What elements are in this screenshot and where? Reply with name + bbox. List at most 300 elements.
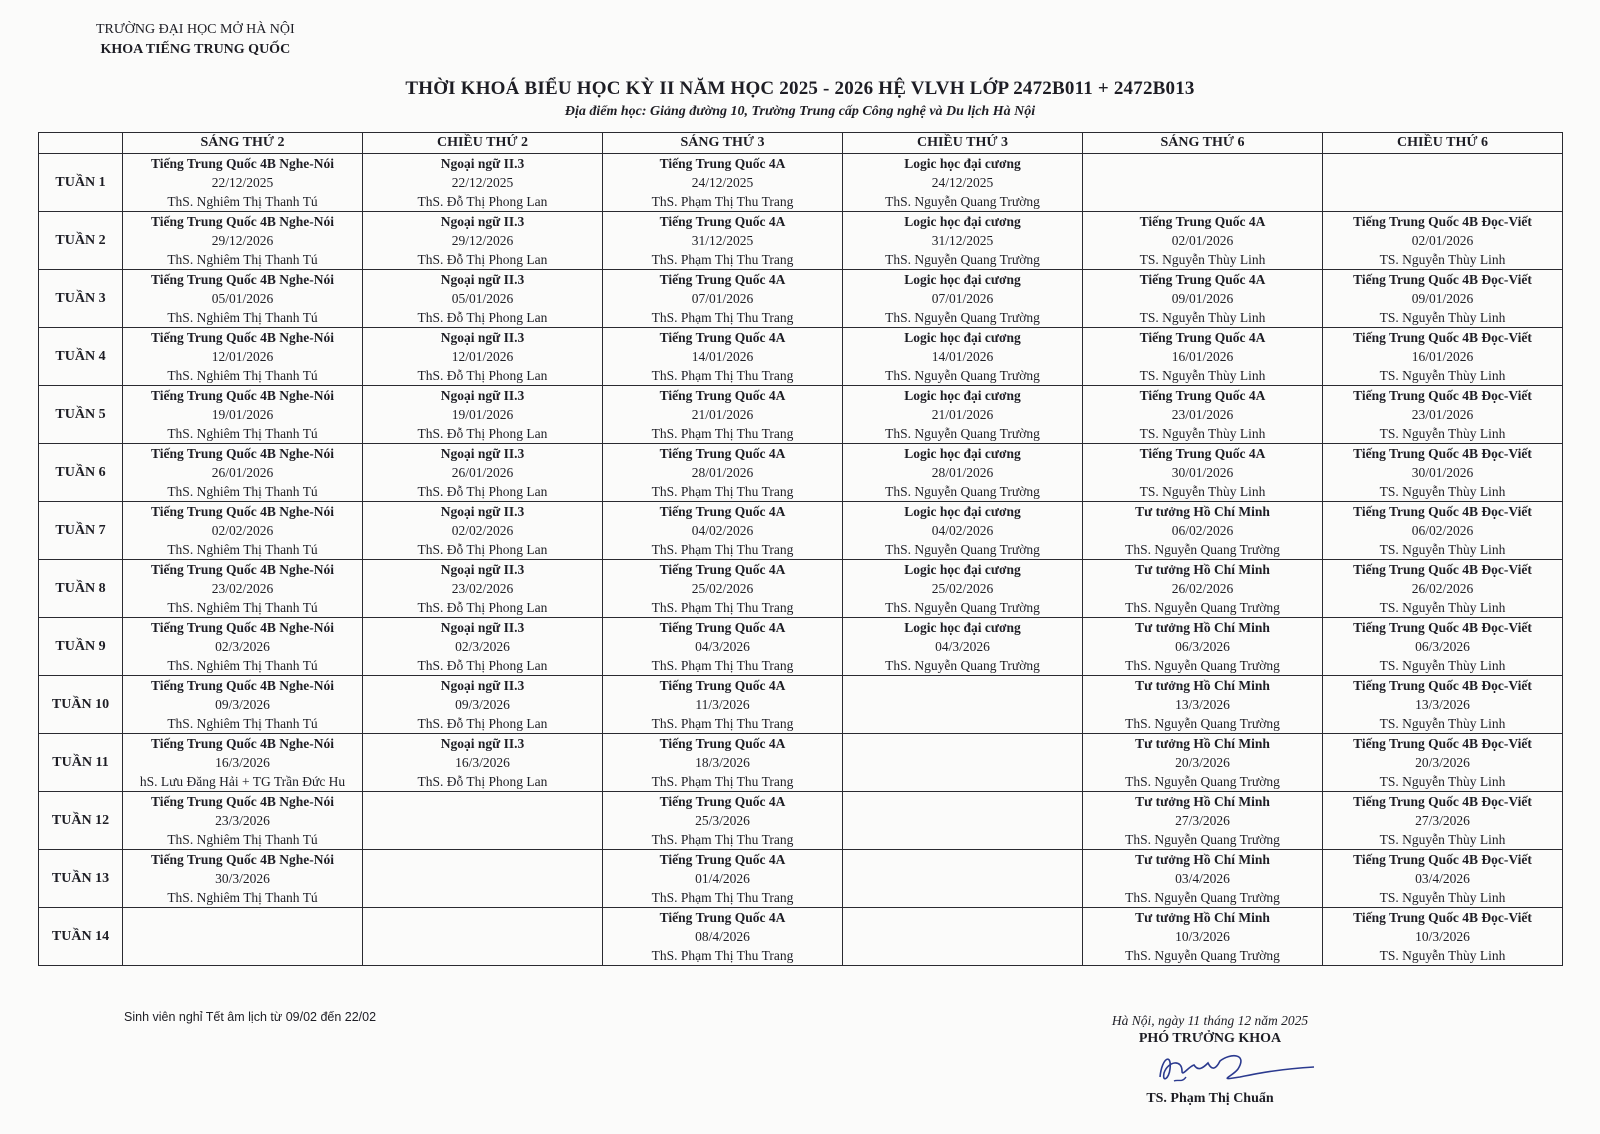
schedule-cell [1083,908,1323,966]
teacher-name: ThS. Đỗ Thị Phong Lan [417,310,548,325]
subject-name: Tiếng Trung Quốc 4B Nghe-Nói [150,272,335,287]
column-header: SÁNG THỨ 2 [123,133,363,154]
column-header: CHIỀU THỨ 3 [843,133,1083,154]
subject-name: Logic học đại cương [904,214,1021,229]
schedule-cell [603,270,843,328]
class-date: 26/01/2026 [211,465,274,480]
schedule-cell [603,850,843,908]
teacher-name: ThS. Phạm Thị Thu Trang [651,194,794,209]
teacher-name: TS. Nguyễn Thùy Linh [1139,252,1266,267]
teacher-name: ThS. Phạm Thị Thu Trang [651,252,794,267]
university-name: TRƯỜNG ĐẠI HỌC MỞ HÀ NỘI [96,22,295,37]
schedule-cell [123,734,363,792]
class-date: 09/01/2026 [1411,291,1474,306]
table-row [39,502,1563,560]
subject-name: Tiếng Trung Quốc 4B Đọc-Viết [1353,794,1532,809]
schedule-cell [1083,328,1323,386]
class-date: 04/3/2026 [695,639,750,654]
subject-name: Tiếng Trung Quốc 4A [659,272,786,287]
subject-name: Tiếng Trung Quốc 4A [659,214,786,229]
schedule-cell [1323,154,1563,212]
teacher-name: ThS. Nguyễn Quang Trường [1125,890,1280,905]
teacher-name: ThS. Nguyễn Quang Trường [1125,600,1280,615]
week-label: TUẦN 13 [39,850,123,908]
teacher-name: ThS. Phạm Thị Thu Trang [651,426,794,441]
subject-name: Logic học đại cương [904,446,1021,461]
schedule-cell [1323,792,1563,850]
subject-name: Tư tưởng Hồ Chí Minh [1135,678,1270,693]
schedule-cell [1323,328,1563,386]
class-date: 16/3/2026 [455,755,510,770]
class-date: 09/3/2026 [215,697,270,712]
schedule-cell [603,734,843,792]
table-header-row [39,133,1563,154]
schedule-cell [603,154,843,212]
class-date: 01/4/2026 [695,871,750,886]
schedule-cell [123,270,363,328]
class-date: 27/3/2026 [1415,813,1470,828]
class-date: 23/02/2026 [451,581,514,596]
subject-name: Tiếng Trung Quốc 4A [659,620,786,635]
class-date: 19/01/2026 [211,407,274,422]
class-date: 02/3/2026 [455,639,510,654]
table-row [39,734,1563,792]
class-date: 23/01/2026 [1171,407,1234,422]
subject-name: Ngoại ngữ II.3 [440,562,525,577]
teacher-name: TS. Nguyễn Thùy Linh [1379,426,1506,441]
class-date: 31/12/2025 [931,233,994,248]
subject-name: Ngoại ngữ II.3 [440,736,525,751]
class-date: 12/01/2026 [451,349,514,364]
class-date: 31/12/2025 [691,233,754,248]
subject-name: Tư tưởng Hồ Chí Minh [1135,910,1270,925]
teacher-name: ThS. Nghiêm Thị Thanh Tú [167,426,318,441]
teacher-name: TS. Nguyễn Thùy Linh [1379,368,1506,383]
subject-name: Tiếng Trung Quốc 4A [659,388,786,403]
teacher-name: ThS. Nguyễn Quang Trường [885,658,1040,673]
schedule-cell [843,386,1083,444]
schedule-cell [843,676,1083,734]
column-header: SÁNG THỨ 6 [1083,133,1323,154]
table-row [39,850,1563,908]
teacher-name: TS. Nguyễn Thùy Linh [1139,426,1266,441]
schedule-cell [843,270,1083,328]
schedule-cell [603,386,843,444]
class-date: 06/02/2026 [1171,523,1234,538]
class-date: 21/01/2026 [931,407,994,422]
teacher-name: ThS. Đỗ Thị Phong Lan [417,252,548,267]
teacher-name: TS. Nguyễn Thùy Linh [1379,890,1506,905]
table-row [39,676,1563,734]
class-date: 02/3/2026 [215,639,270,654]
schedule-cell [843,792,1083,850]
class-date: 28/01/2026 [691,465,754,480]
subject-name: Tư tưởng Hồ Chí Minh [1135,736,1270,751]
table-row [39,270,1563,328]
subject-name: Logic học đại cương [904,504,1021,519]
teacher-name: TS. Nguyễn Thùy Linh [1379,832,1506,847]
subject-name: Logic học đại cương [904,620,1021,635]
subject-name: Tiếng Trung Quốc 4B Đọc-Viết [1353,504,1532,519]
subject-name: Tiếng Trung Quốc 4B Đọc-Viết [1353,562,1532,577]
class-date: 08/4/2026 [695,929,750,944]
subject-name: Tiếng Trung Quốc 4B Nghe-Nói [150,620,335,635]
class-date: 20/3/2026 [1415,755,1470,770]
page-title: THỜI KHOÁ BIỂU HỌC KỲ II NĂM HỌC 2025 - 2026 HỆ VLVH LỚP 2472B011 + 2472B013 [405,78,1195,99]
week-label: TUẦN 4 [39,328,123,386]
teacher-name: TS. Nguyễn Thùy Linh [1379,310,1506,325]
class-date: 05/01/2026 [451,291,514,306]
teacher-name: ThS. Nguyễn Quang Trường [1125,658,1280,673]
subject-name: Tiếng Trung Quốc 4B Đọc-Viết [1353,620,1532,635]
class-date: 20/3/2026 [1175,755,1230,770]
class-date: 04/02/2026 [691,523,754,538]
schedule-cell [603,502,843,560]
class-date: 02/02/2026 [211,523,274,538]
teacher-name: ThS. Phạm Thị Thu Trang [651,716,794,731]
teacher-name: ThS. Nguyễn Quang Trường [885,310,1040,325]
schedule-cell [363,270,603,328]
week-label: TUẦN 7 [39,502,123,560]
teacher-name: ThS. Đỗ Thị Phong Lan [417,716,548,731]
teacher-name: ThS. Phạm Thị Thu Trang [651,890,794,905]
schedule-cell [123,212,363,270]
subject-name: Tiếng Trung Quốc 4B Nghe-Nói [150,156,335,171]
subject-name: Tiếng Trung Quốc 4A [659,156,786,171]
teacher-name: ThS. Nghiêm Thị Thanh Tú [167,716,318,731]
subject-name: Tiếng Trung Quốc 4B Nghe-Nói [150,794,335,809]
schedule-cell [603,444,843,502]
schedule-cell [1323,618,1563,676]
schedule-cell [363,618,603,676]
teacher-name: TS. Nguyễn Thùy Linh [1379,484,1506,499]
teacher-name: ThS. Nghiêm Thị Thanh Tú [167,310,318,325]
schedule-cell [123,792,363,850]
teacher-name: ThS. Phạm Thị Thu Trang [651,310,794,325]
schedule-cell [1083,386,1323,444]
class-date: 30/01/2026 [1411,465,1474,480]
class-date: 24/12/2025 [691,175,754,190]
schedule-cell [123,560,363,618]
subject-name: Tiếng Trung Quốc 4B Đọc-Viết [1353,272,1532,287]
teacher-name: TS. Nguyễn Thùy Linh [1379,774,1506,789]
location-subtitle: Địa điểm học: Giảng đường 10, Trường Trung cấp Công nghệ và Du lịch Hà Nội [564,104,1036,119]
class-date: 06/3/2026 [1415,639,1470,654]
table-row [39,618,1563,676]
subject-name: Tư tưởng Hồ Chí Minh [1135,794,1270,809]
schedule-cell [843,328,1083,386]
class-date: 23/02/2026 [211,581,274,596]
teacher-name: ThS. Nguyễn Quang Trường [1125,948,1280,963]
teacher-name: ThS. Nguyễn Quang Trường [1125,774,1280,789]
subject-name: Tư tưởng Hồ Chí Minh [1135,852,1270,867]
class-date: 16/3/2026 [215,755,270,770]
teacher-name: ThS. Nghiêm Thị Thanh Tú [167,484,318,499]
subject-name: Tiếng Trung Quốc 4B Đọc-Viết [1353,446,1532,461]
class-date: 02/01/2026 [1411,233,1474,248]
schedule-cell [1323,676,1563,734]
schedule-cell [1323,502,1563,560]
schedule-cell [123,328,363,386]
schedule-cell [1323,212,1563,270]
teacher-name: ThS. Phạm Thị Thu Trang [651,600,794,615]
teacher-name: ThS. Đỗ Thị Phong Lan [417,194,548,209]
week-label: TUẦN 1 [39,154,123,212]
class-date: 07/01/2026 [931,291,994,306]
schedule-cell [363,212,603,270]
teacher-name: ThS. Nguyễn Quang Trường [885,542,1040,557]
class-date: 30/3/2026 [215,871,270,886]
subject-name: Tiếng Trung Quốc 4B Đọc-Viết [1353,678,1532,693]
teacher-name: ThS. Nghiêm Thị Thanh Tú [167,600,318,615]
teacher-name: ThS. Nguyễn Quang Trường [1125,542,1280,557]
week-label: TUẦN 9 [39,618,123,676]
week-label: TUẦN 2 [39,212,123,270]
schedule-cell [1083,502,1323,560]
class-date: 05/01/2026 [211,291,274,306]
teacher-name: ThS. Đỗ Thị Phong Lan [417,658,548,673]
class-date: 02/02/2026 [451,523,514,538]
subject-name: Tiếng Trung Quốc 4B Đọc-Viết [1353,330,1532,345]
schedule-cell [363,908,603,966]
table-row [39,386,1563,444]
teacher-name: ThS. Phạm Thị Thu Trang [651,368,794,383]
class-date: 09/3/2026 [455,697,510,712]
class-date: 18/3/2026 [695,755,750,770]
teacher-name: ThS. Nguyễn Quang Trường [1125,832,1280,847]
corner-cell [39,133,123,154]
signature-block [1070,1013,1350,1107]
class-date: 09/01/2026 [1171,291,1234,306]
schedule-cell [843,502,1083,560]
subject-name: Tiếng Trung Quốc 4B Đọc-Viết [1353,736,1532,751]
teacher-name: TS. Nguyễn Thùy Linh [1379,600,1506,615]
week-label: TUẦN 11 [39,734,123,792]
timetable [38,132,1563,966]
holiday-note: Sinh viên nghỉ Tết âm lịch từ 09/02 đến 22/02 [124,1010,377,1024]
class-date: 04/02/2026 [931,523,994,538]
subject-name: Logic học đại cương [904,562,1021,577]
class-date: 07/01/2026 [691,291,754,306]
subject-name: Tư tưởng Hồ Chí Minh [1135,504,1270,519]
subject-name: Ngoại ngữ II.3 [440,678,525,693]
schedule-cell [1083,212,1323,270]
week-label: TUẦN 3 [39,270,123,328]
place-date: Hà Nội, ngày 11 tháng 12 năm 2025 [1111,1013,1309,1028]
teacher-name: ThS. Nghiêm Thị Thanh Tú [167,890,318,905]
column-header: SÁNG THỨ 3 [603,133,843,154]
subject-name: Ngoại ngữ II.3 [440,504,525,519]
teacher-name: TS. Nguyễn Thùy Linh [1379,716,1506,731]
subject-name: Ngoại ngữ II.3 [440,214,525,229]
schedule-cell [1083,560,1323,618]
table-row [39,792,1563,850]
subject-name: Tiếng Trung Quốc 4A [1139,214,1266,229]
schedule-cell [843,908,1083,966]
week-label: TUẦN 14 [39,908,123,966]
table-row [39,328,1563,386]
teacher-name: ThS. Nguyễn Quang Trường [885,194,1040,209]
table-row [39,908,1563,966]
schedule-cell [123,502,363,560]
teacher-name: TS. Nguyễn Thùy Linh [1139,484,1266,499]
schedule-cell [363,444,603,502]
class-date: 25/02/2026 [691,581,754,596]
faculty-name: KHOA TIẾNG TRUNG QUỐC [100,42,291,57]
teacher-name: TS. Nguyễn Thùy Linh [1379,658,1506,673]
teacher-name: ThS. Nghiêm Thị Thanh Tú [167,194,318,209]
teacher-name: TS. Nguyễn Thùy Linh [1139,310,1266,325]
class-date: 19/01/2026 [451,407,514,422]
teacher-name: ThS. Nguyễn Quang Trường [1125,716,1280,731]
class-date: 30/01/2026 [1171,465,1234,480]
schedule-cell [1323,444,1563,502]
schedule-cell [363,328,603,386]
schedule-cell [123,154,363,212]
schedule-cell [363,154,603,212]
subject-name: Logic học đại cương [904,330,1021,345]
week-label: TUẦN 8 [39,560,123,618]
class-date: 24/12/2025 [931,175,994,190]
subject-name: Tiếng Trung Quốc 4A [659,504,786,519]
schedule-cell [1323,560,1563,618]
teacher-name: ThS. Đỗ Thị Phong Lan [417,484,548,499]
subject-name: Ngoại ngữ II.3 [440,620,525,635]
class-date: 16/01/2026 [1171,349,1234,364]
subject-name: Logic học đại cương [904,272,1021,287]
class-date: 03/4/2026 [1415,871,1470,886]
class-date: 14/01/2026 [691,349,754,364]
schedule-cell [1083,792,1323,850]
subject-name: Tiếng Trung Quốc 4B Nghe-Nói [150,678,335,693]
teacher-name: ThS. Đỗ Thị Phong Lan [417,542,548,557]
teacher-name: ThS. Nguyễn Quang Trường [885,426,1040,441]
schedule-cell [1323,386,1563,444]
subject-name: Tiếng Trung Quốc 4B Nghe-Nói [150,562,335,577]
teacher-name: ThS. Phạm Thị Thu Trang [651,774,794,789]
schedule-cell [363,386,603,444]
schedule-cell [603,212,843,270]
subject-name: Tiếng Trung Quốc 4B Nghe-Nói [150,214,335,229]
week-label: TUẦN 5 [39,386,123,444]
class-date: 26/01/2026 [451,465,514,480]
teacher-name: ThS. Nghiêm Thị Thanh Tú [167,658,318,673]
class-date: 22/12/2025 [451,175,514,190]
teacher-name: TS. Nguyễn Thùy Linh [1379,252,1506,267]
teacher-name: hS. Lưu Đăng Hải + TG Trần Đức Hu [139,774,346,789]
schedule-cell [363,792,603,850]
schedule-cell [123,444,363,502]
class-date: 23/01/2026 [1411,407,1474,422]
subject-name: Tiếng Trung Quốc 4A [659,678,786,693]
teacher-name: ThS. Phạm Thị Thu Trang [651,948,794,963]
signer-role: PHÓ TRƯỞNG KHOA [1138,1031,1282,1046]
class-date: 25/02/2026 [931,581,994,596]
teacher-name: TS. Nguyễn Thùy Linh [1379,948,1506,963]
schedule-cell [1323,908,1563,966]
schedule-cell [123,386,363,444]
table-row [39,212,1563,270]
class-date: 21/01/2026 [691,407,754,422]
table-row [39,154,1563,212]
schedule-cell [603,560,843,618]
week-label: TUẦN 12 [39,792,123,850]
class-date: 06/3/2026 [1175,639,1230,654]
signer-name: TS. Phạm Thị Chuẩn [1146,1091,1274,1106]
teacher-name: ThS. Nguyễn Quang Trường [885,484,1040,499]
subject-name: Tiếng Trung Quốc 4A [659,910,786,925]
teacher-name: ThS. Nguyễn Quang Trường [885,600,1040,615]
subject-name: Ngoại ngữ II.3 [440,272,525,287]
column-header: CHIỀU THỨ 2 [363,133,603,154]
class-date: 29/12/2026 [451,233,514,248]
schedule-cell [363,734,603,792]
subject-name: Tư tưởng Hồ Chí Minh [1135,562,1270,577]
class-date: 04/3/2026 [935,639,990,654]
subject-name: Tiếng Trung Quốc 4A [659,736,786,751]
schedule-cell [843,850,1083,908]
class-date: 25/3/2026 [695,813,750,828]
table-row [39,560,1563,618]
column-header: CHIỀU THỨ 6 [1323,133,1563,154]
teacher-name: ThS. Phạm Thị Thu Trang [651,542,794,557]
schedule-cell [363,676,603,734]
document-header [96,20,295,60]
class-date: 12/01/2026 [211,349,274,364]
schedule-cell [123,908,363,966]
subject-name: Tiếng Trung Quốc 4B Nghe-Nói [150,388,335,403]
week-label: TUẦN 10 [39,676,123,734]
class-date: 06/02/2026 [1411,523,1474,538]
subject-name: Tiếng Trung Quốc 4B Nghe-Nói [150,504,335,519]
teacher-name: ThS. Đỗ Thị Phong Lan [417,368,548,383]
class-date: 28/01/2026 [931,465,994,480]
subject-name: Ngoại ngữ II.3 [440,446,525,461]
schedule-cell [843,618,1083,676]
subject-name: Tiếng Trung Quốc 4B Đọc-Viết [1353,214,1532,229]
schedule-cell [603,618,843,676]
subject-name: Logic học đại cương [904,388,1021,403]
teacher-name: ThS. Nghiêm Thị Thanh Tú [167,368,318,383]
teacher-name: ThS. Nghiêm Thị Thanh Tú [167,832,318,847]
subject-name: Tiếng Trung Quốc 4B Đọc-Viết [1353,852,1532,867]
schedule-cell [603,328,843,386]
class-date: 10/3/2026 [1415,929,1470,944]
subject-name: Tiếng Trung Quốc 4A [659,446,786,461]
schedule-cell [843,154,1083,212]
subject-name: Tiếng Trung Quốc 4B Nghe-Nói [150,330,335,345]
teacher-name: ThS. Phạm Thị Thu Trang [651,832,794,847]
class-date: 02/01/2026 [1171,233,1234,248]
subject-name: Tiếng Trung Quốc 4A [1139,446,1266,461]
schedule-cell [843,212,1083,270]
teacher-name: ThS. Phạm Thị Thu Trang [651,484,794,499]
subject-name: Tiếng Trung Quốc 4A [659,852,786,867]
subject-name: Ngoại ngữ II.3 [440,330,525,345]
teacher-name: ThS. Đỗ Thị Phong Lan [417,600,548,615]
schedule-cell [843,560,1083,618]
signature-icon [1090,1047,1330,1091]
schedule-cell [1323,734,1563,792]
class-date: 16/01/2026 [1411,349,1474,364]
timetable-body [39,154,1563,966]
schedule-cell [123,618,363,676]
schedule-cell [1323,850,1563,908]
schedule-cell [603,908,843,966]
week-label: TUẦN 6 [39,444,123,502]
subject-name: Tư tưởng Hồ Chí Minh [1135,620,1270,635]
subject-name: Logic học đại cương [904,156,1021,171]
